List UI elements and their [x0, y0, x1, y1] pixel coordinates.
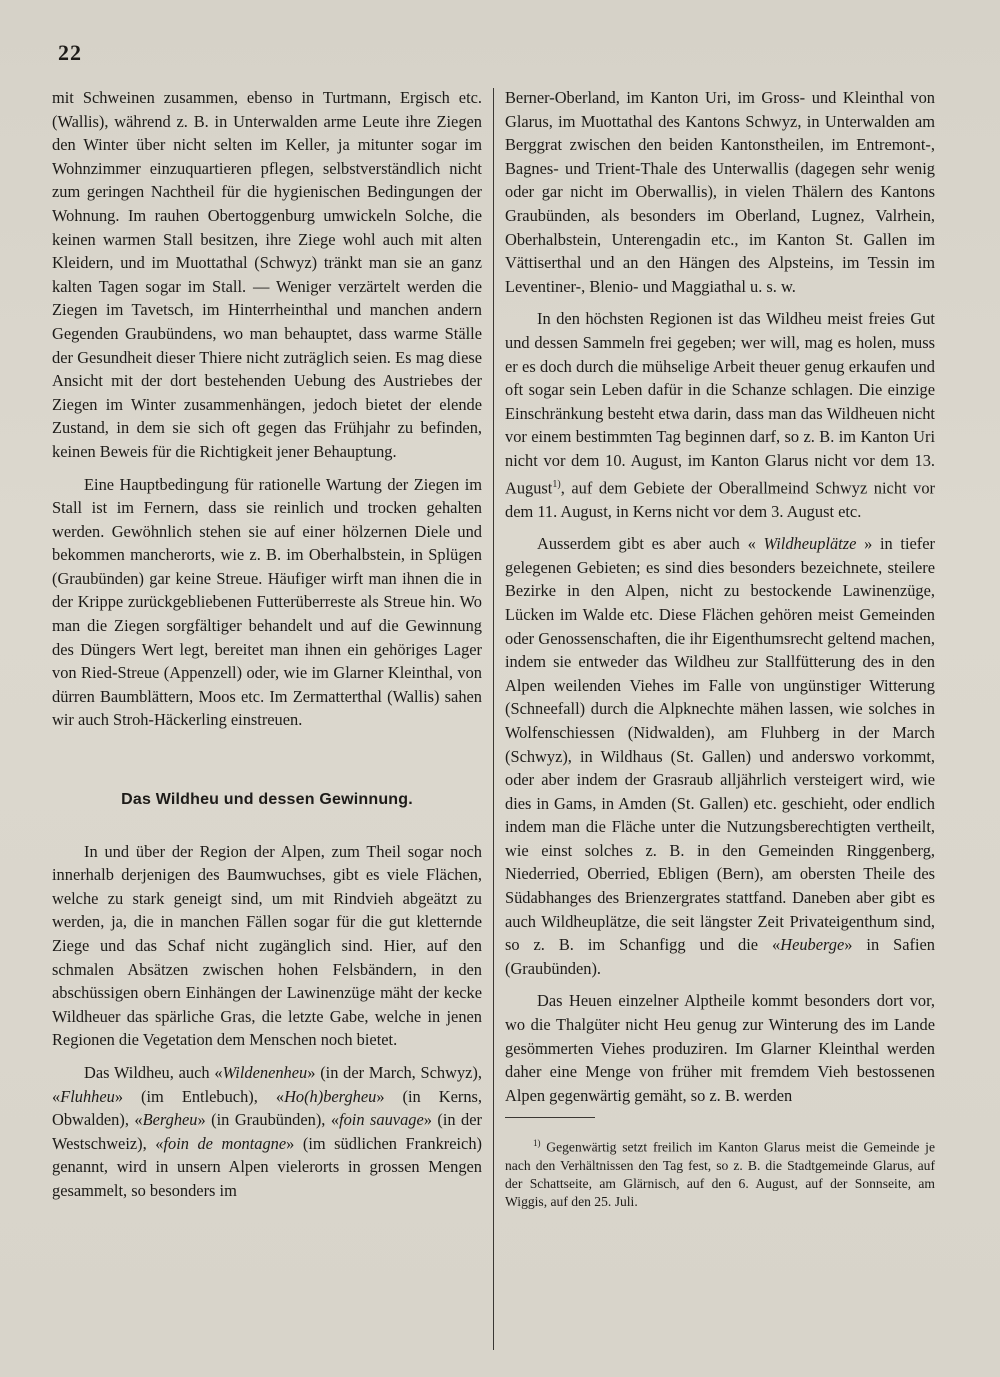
- body-paragraph: [505, 532, 935, 980]
- body-paragraph: Berner-Oberland, im Kanton Uri, im Gross- und Kleinthal von Glarus, im Muottathal des Kantons Schwyz, in Unterwalden am Berggrat zwischen den beiden Kantonstheilen, im Entremont-, Bagnes- und Trient-Thale des Unterwallis (dagegen sehr wenig oder gar nicht im Oberwallis), in vielen Thälern des Kantons Graubünden, als besonders im Oberland, Lugnez, Valrhein, Oberhalbstein, Unterengadin etc., im Kanton St. Gallen im Vättiserthal und an den Hängen des Alpsteins, im Tessin im Leventiner-, Blenio- und Maggiathal u. s. w.: [505, 88, 935, 296]
- text-run: » (in Graubünden), «: [197, 1110, 340, 1130]
- footnote-reference: 1): [552, 478, 561, 490]
- text-run: Ausserdem gibt es aber auch «: [537, 534, 764, 554]
- body-paragraph: In und über der Region der Alpen, zum Theil sogar noch innerhalb derjenigen des Baumwuchses, gibt es viele Flächen, welche zu stark geneigt sind, um mit Rindvieh abgeätzt zu werden, ja, die in manchen Fällen sogar für die gut kletternde Ziege und das Schaf nicht zugänglich sind. Hier, auf den schmalen Absätzen zwischen hohen Felsbändern, in den abschüssigen obern Einhängen der Lawinenzüge mäht der kecke Wildheuer das spärliche Gras, die letzte Gabe, welche in jenen Regionen die Vegetation dem Menschen noch bietet.: [52, 841, 482, 1050]
- body-paragraph: mit Schweinen zusammen, ebenso in Turtmann, Ergisch etc. (Wallis), während z. B. in Unterwalden arme Leute ihre Ziegen den Winter über nicht selten im Keller, ja mitunter sogar im Wohnzimmer einzuquartieren pflegen, selbstverständlich nicht zum geringen Nachtheil für die hygienischen Bedingungen der Wohnung. Im rauhen Obertoggenburg umwickeln Solche, die keinen warmen Stall besitzen, ihre Ziege wohl auch mit alten Kleidern, und im Muottathal (Schwyz) tränkt man sie an ganz kalten Tagen sogar im Stall. — Weniger verzärtelt werden die Ziegen im Tavetsch, im Hinterrheinthal und manchen andern Gegenden Graubündens, wo man behauptet, dass warme Ställe der Gesundheit dieser Thiere nicht zuträglich seien. Es mag diese Ansicht mit der dort bestehenden Uebung des Austriebes der Ziegen im Winter zusammenhängen, jedoch bietet der elende Zustand, in dem sie sich oft gegen das Frühjahr zu befinden, keinen Beweis für die Richtigkeit jener Behauptung.: [52, 88, 482, 461]
- section-heading: Das Wildheu und dessen Gewinnung.: [121, 791, 413, 809]
- term-italic: Bergheu: [142, 1110, 198, 1130]
- text-run: Das Wildheu, auch «: [84, 1062, 223, 1082]
- term-italic: Wildheuplätze: [763, 534, 857, 554]
- text-run: » (im Entlebuch), «: [114, 1086, 285, 1106]
- text-run: » (in der March, Schwyz), «: [52, 1062, 482, 1106]
- term-italic: foin sauvage: [339, 1110, 424, 1130]
- left-column: [52, 86, 482, 1212]
- text-run: In den höchsten Regionen ist das Wildheu meist freies Gut und dessen Sammeln frei gegeben; wer will, mag es holen, muss er es doch durch die mühselige Arbeit theuer genug erkaufen und oft sogar sein Leben dafür in die Schanze schlagen. Die einzige Einschränkung besteht etwa darin, dass man das Wildheuen nicht vor einem bestimmten Tag beginnen darf, so z. B. im Kanton Uri nicht vor dem 10. August, im Kanton Glarus nicht vor dem 13. August: [505, 309, 935, 497]
- body-paragraph: [505, 307, 935, 523]
- text-run: » (im südlichen Frankreich) genannt, wird in unsern Alpen vielerorts in grossen Mengen gesammelt, so besonders im: [52, 1133, 482, 1200]
- footnote: [505, 1134, 935, 1211]
- text-run: » (in Kerns, Obwalden), «: [52, 1086, 483, 1130]
- body-paragraph: Das Heuen einzelner Alptheile kommt besonders dort vor, wo die Thalgüter nicht Heu genug zur Winterung des im Lande gesömmerten Viehes produziren. Im Glarner Kleinthal werden daher eine Menge von früher mit fremdem Vieh bestossenen Alpen gegenwärtig gemäht, so z. B. werden: [505, 991, 935, 1105]
- body-paragraph: Eine Hauptbedingung für rationelle Wartung der Ziegen im Stall ist im Fernern, dass sie reinlich und trocken gehalten werden. Gewöhnlich stehen sie auf einer hölzernen Diele und bekommen mancherorts, wie z. B. im Oberhalbstein, in Splügen (Graubünden) gar keine Streue. Häufiger wirft man ihnen die in der Krippe zurückgebliebenen Futterüberreste als Streue hin. Wo man die Ziegen sorgfältiger behandelt und auf die Gewinnung des Düngers Wert legt, bereitet man ihnen ein gehöriges Lager von Ried-Streue (Appenzell) oder, wie im Glarner Kleinthal, von dürren Baumblättern, Moos etc. Im Zermatterthal (Wallis) sahen wir auch Stroh-Häckerling einstreuen.: [52, 474, 482, 730]
- text-run: » (in der Westschweiz), «: [52, 1110, 482, 1153]
- term-italic: Heuberge: [780, 935, 845, 955]
- footnote-rule: [505, 1117, 595, 1118]
- footnote-marker: 1): [533, 1138, 541, 1149]
- page-number: 22: [58, 40, 82, 65]
- term-italic: Fluhheu: [60, 1086, 115, 1106]
- text-run: , auf dem Gebiete der Oberallmeind Schwyz nicht vor dem 11. August, in Kerns nicht vor dem 3. August etc.: [505, 477, 935, 521]
- text-run: » in Safien (Graubünden).: [505, 935, 935, 978]
- term-italic: foin de montagne: [163, 1133, 287, 1153]
- term-italic: Ho(h)bergheu: [284, 1086, 377, 1106]
- term-italic: Wildenenheu: [222, 1062, 308, 1082]
- body-paragraph-wildheu-names: [52, 1061, 482, 1203]
- right-column: [505, 86, 935, 1220]
- column-divider: [493, 88, 494, 1350]
- text-run: » in tiefer gelegenen Gebieten; es sind dies besonders bezeichnete, steilere Bezirke in den Alpen, nicht zu bestockende Lawinenzüge, Lücken im Walde etc. Diese Flächen gehören meist Gemeinden oder Genossenschaften, die ihr Eigenthumsrecht geltend machen, indem sie entweder das Wildheu zur Stallfütterung des in den Alpen weilenden Viehes im Falle von ungünstiger Witterung (Schneefall) durch die Alpknechte mähen lassen, wie solches in Wolfenschiessen (Nidwalden), am Fluhberg in der March (Schwyz), in Wildhaus (St. Gallen) und anderswo vorkommt, oder aber indem der Grasraub alljährlich versteigert wird, wie dies in Gams, in Amden (St. Gallen) etc. geschieht, oder endlich indem man die Fläche unter die Nutzungsberechtigten vertheilt, wie einst solches z. B. in den Gemeinden Ringgenberg, Niederried, Oberried, Ebligen (Bern), am obersten Theile des Südabhanges des Brienzergrates stattfand. Daneben aber gibt es auch Wildheuplätze, die seit längster Zeit Privateigenthum sind, so z. B. im Schanfigg und die «: [505, 534, 935, 955]
- footnote-text: Gegenwärtig setzt freilich im Kanton Glarus meist die Gemeinde je nach den Verhältnissen den Tag fest, so z. B. die Stadtgemeinde Glarus, auf der Schattseite, am Glärnisch, auf den 6. August, auf der Sonnseite, am Wiggis, auf den 25. Juli.: [505, 1139, 935, 1209]
